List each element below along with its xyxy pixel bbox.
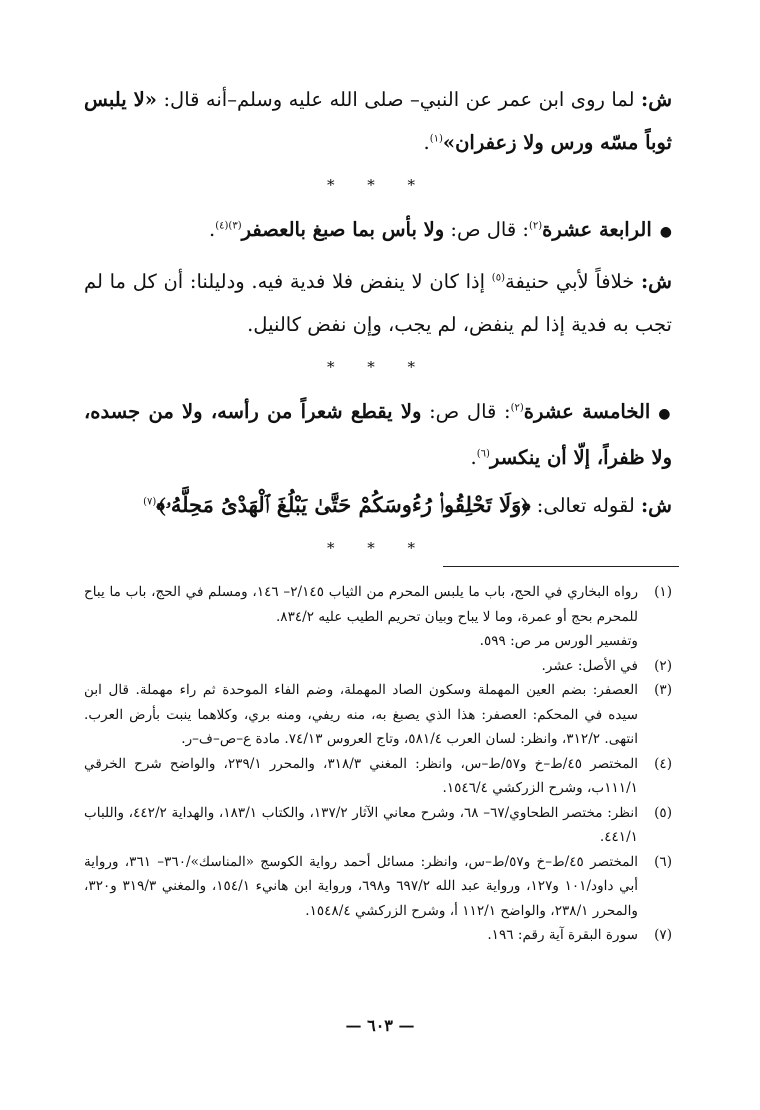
footnote-ref: (٥) (491, 272, 505, 284)
footnote-text: سورة البقرة آية رقم: ١٩٦. (487, 927, 638, 943)
bullet-icon: ● (658, 406, 672, 422)
footnote-item (84, 850, 672, 924)
footnote-continuation: وتفسير الورس مر ص: ٥٩٩. (479, 633, 638, 649)
footnote-ref: (٢) (510, 402, 524, 414)
footnotes (84, 580, 672, 948)
section-separator: * * * (326, 176, 430, 194)
footnote-number: (٤) (654, 755, 672, 772)
page-number: — ٦٠٣ — (345, 1016, 415, 1035)
section-heading-15: ●الخامسة عشرة$^{(٢)}$: قال ص: ولا يقطع شعراً من رأسه، ولا من جسده، ولا ظفراً، إلّا أن ينكسر$^{(٦)}$. (84, 400, 672, 469)
section-title: الرابعة عشرة (542, 218, 652, 241)
footnote-text: العصفر: بضم العين المهملة وسكون الصاد المهملة، وضم الفاء الموحدة ثم راء مهملة. قال ابن سيده في المحكم: العصفر: هذا الذي يصبغ به، منه ريفي، ومنه بري، وكلاهما ينبت بأرض العرب. انتهى. ٣١٢/٢، وانظر: لسان العرب ٥٨١/٤، وتاج العروس ٧٤/١٣. مادة ع–ص–ف–ر. (84, 682, 638, 747)
sharh-label: ش: (640, 270, 672, 293)
section-separator: * * * (326, 358, 430, 376)
footnote-item (84, 580, 672, 629)
hadith-quote: «لا يلبس ثوباً مسّه ورس ولا زعفران» (84, 88, 672, 154)
section-statement: ولا يقطع شعراً من رأسه، ولا من جسده، ولا ظفراً، إلّا أن ينكسر (84, 400, 672, 469)
paragraph-3: ش: لقوله تعالى: ﴿وَلَا تَحْلِقُوا۟ رُءُوسَكُمْ حَتَّىٰ يَبْلُغَ ٱلْهَدْىُ مَحِلَّهُۥ﴾$^{(٧)}$ (143, 492, 672, 517)
section-separator: * * * (326, 539, 430, 557)
footnote-number: (١) (654, 584, 672, 600)
footnote-ref: (١) (429, 133, 443, 145)
footnote-text: في الأصل: عشر. (541, 657, 638, 674)
footnote-item (84, 752, 672, 801)
footnote-text: انظر: مختصر الطحاوي/٦٧– ٦٨، وشرح معاني الآثار ١٣٧/٢، والكتاب ١٨٣/١، والهداية ٤٤٢/٢، واللباب ٤٤١/١. (84, 804, 638, 845)
footnote-text: رواه البخاري في الحج، باب ما يلبس المحرم من الثياب ٢/١٤٥– ١٤٦، ومسلم في الحج، باب ما يباح للمحرم بحج أو عمرة، وما لا يباح وبيان تحريم الطيب عليه ٨٣٤/٢. (84, 584, 639, 625)
sharh-label: ش: (641, 88, 673, 111)
paragraph-1: ش: لما روى ابن عمر عن النبي– صلى الله عليه وسلم–أنه قال: «لا يلبس ثوباً مسّه ورس ولا زعفران»$^{(١)}$. (84, 88, 673, 154)
footnote-ref: (٦) (476, 448, 490, 460)
footnote-number: (٢) (654, 657, 672, 674)
sharh-label: ش: (640, 494, 672, 517)
footnote-item (84, 678, 672, 752)
section-heading-14: ●الرابعة عشرة$^{(٢)}$: قال ص: ولا بأس بما صبغ بالعصفر$^{(٣)(٤)}$. (209, 218, 672, 241)
quran-verse: ﴿وَلَا تَحْلِقُوا۟ رُءُوسَكُمْ حَتَّىٰ يَبْلُغَ ٱلْهَدْىُ مَحِلَّهُۥ﴾ (156, 492, 531, 517)
footnote-item (84, 923, 672, 948)
footnote-ref: (٧) (143, 496, 157, 508)
footnote-item (84, 801, 672, 850)
main-text (84, 78, 672, 571)
footnote-text: المختصر ٤٥/ط–خ و٥٧/ط–س، وانظر: مسائل أحمد رواية الكوسج «المناسك»/٣٦٠– ٣٦١، ورواية أبي داود/١٠١ و١٢٧، ورواية عبد الله ٦٩٧/٢ و٦٩٨، ورواية ابن هانيء ١٥٤/١، والمغني ٣١٩/٣ و٣٢٠، والمحرر ٢٣٨/١، والواضح ١١٢/١ أ، وشرح الزركشي ١٥٤٨/٤. (84, 853, 639, 919)
paragraph-text: لما روى ابن عمر عن النبي– صلى الله عليه وسلم–أنه قال: (157, 88, 635, 111)
footnote-ref: (٣)(٤) (215, 220, 242, 232)
footnote-number: (٣) (654, 682, 672, 698)
section-title: الخامسة عشرة (523, 400, 651, 423)
footnote-number: (٦) (654, 853, 672, 870)
footnote-number: (٧) (654, 927, 672, 943)
footnote-text: المختصر ٤٥/ط–خ و٥٧/ط–س، وانظر: المغني ٣١٨/٣، والمحرر ٢٣٩/١، والواضح شرح الخرقي ١١١/١ب، وشرح الزركشي ١٥٤٦/٤. (84, 755, 639, 796)
footnote-item (84, 654, 672, 679)
section-statement: ولا بأس بما صبغ بالعصفر (241, 218, 445, 241)
paragraph-2: ش: خلافاً لأبي حنيفة$^{(٥)}$ إذا كان لا ينفض فلا فدية فيه. ودليلنا: أن كل ما لم تجب به فدية إذا لم ينفض، لم يجب، وإن نفض كالنيل. (84, 270, 672, 336)
bullet-icon: ● (659, 224, 672, 240)
footnote-ref: (٢) (528, 220, 543, 232)
footnote-number: (٥) (654, 804, 672, 821)
footnote-divider (443, 566, 679, 567)
